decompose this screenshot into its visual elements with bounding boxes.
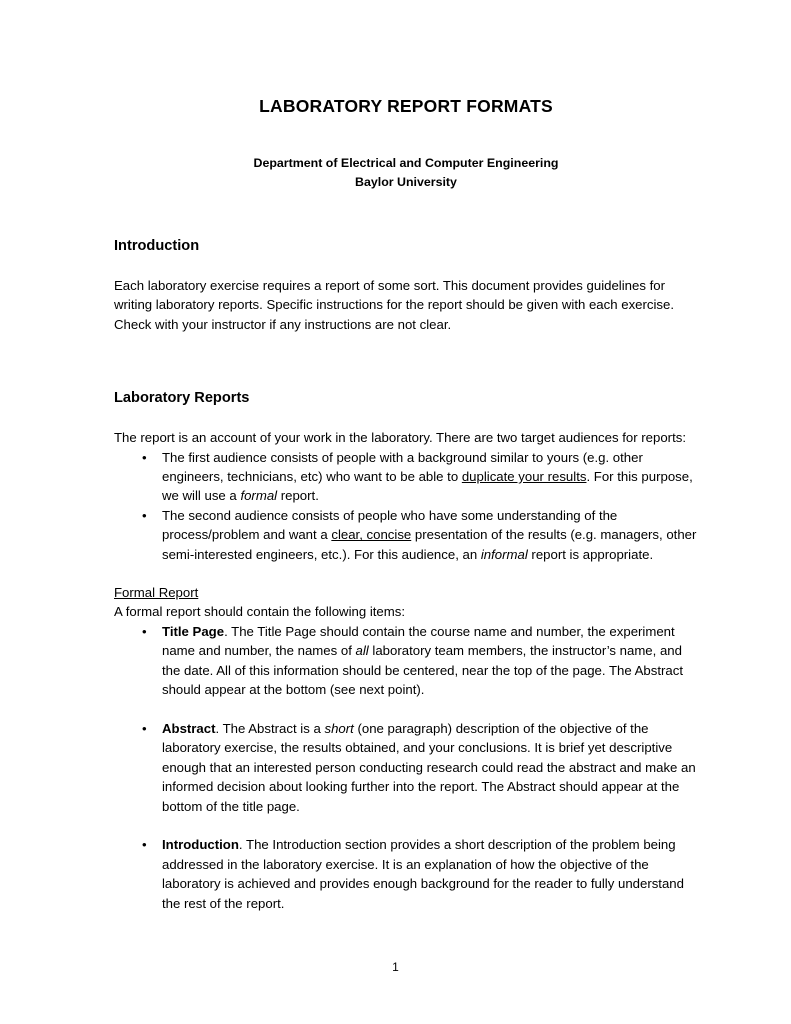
formal-item-text-part2: (one paragraph) description of the objective of the laboratory exercise, the results obtained, and your conclusions. It is brief yet descriptive enough that an interested person conducting research could read the abstract and make an informed decision about looking further into the report. The Abstract should appear at the bottom of the title page. — [162, 720, 696, 814]
audience-italic-word: formal — [240, 488, 278, 504]
document-content — [114, 0, 698, 913]
audience-text-part3: report. — [277, 488, 319, 504]
audience-list — [114, 448, 698, 564]
department-line: Department of Electrical and Computer Engineering — [253, 156, 559, 170]
list-item — [114, 719, 698, 816]
formal-item-term: Abstract — [162, 720, 216, 736]
page-number-footer: 1 — [392, 960, 399, 974]
formal-item-italic-word: all — [355, 643, 369, 659]
formal-report-item-list — [114, 622, 698, 913]
audience-text-part1: The second audience consists of people who have some understanding of the process/problem and want a — [162, 507, 618, 543]
audience-text-part1: The first audience consists of people with a background similar to yours (e.g. other engineers, technicians, etc) who want to be able to — [162, 449, 643, 485]
formal-item-text-part1: . The Abstract is a — [215, 720, 325, 736]
audience-underlined-phrase: clear, concise — [331, 527, 412, 543]
formal-report-lead-in: A formal report should contain the following items: — [114, 604, 406, 620]
formal-item-text-part1: . The Introduction section provides a short description of the problem being addressed in the laboratory exercise. It is an explanation of how the objective of the laboratory is achieved and provides enough background for the reader to fully understand the rest of the report. — [162, 837, 684, 911]
audience-text-part2: . For this purpose, we will use a — [162, 469, 693, 504]
section-heading-introduction: Introduction — [114, 238, 200, 254]
list-item — [114, 835, 698, 913]
page-title: LABORATORY REPORT FORMATS — [259, 96, 553, 116]
audience-text-part3: report is appropriate. — [527, 546, 654, 562]
formal-item-text-part2: laboratory team members, the instructor’s name, and the date. All of this information should be centered, near the top of the page. The Abstract should appear at the bottom (see next point). — [162, 643, 684, 698]
laboratory-reports-paragraph: The report is an account of your work in the laboratory. There are two target audiences for reports: — [114, 430, 686, 446]
formal-item-term: Title Page — [162, 623, 225, 639]
audience-italic-word: informal — [480, 546, 528, 562]
formal-item-italic-word: short — [324, 720, 354, 736]
university-line: Baylor University — [355, 175, 457, 189]
section-heading-laboratory-reports: Laboratory Reports — [114, 390, 250, 407]
audience-text-part2: presentation of the results (e.g. managers, other semi-interested engineers, etc.). For this audience, an — [162, 527, 697, 562]
formal-report-heading — [114, 564, 698, 602]
audience-underlined-phrase: duplicate your results — [461, 469, 587, 485]
formal-report-heading-label: Formal Report — [114, 585, 199, 601]
formal-item-text-part1: . The Title Page should contain the course name and number, the experiment name and number, the names of — [162, 623, 675, 659]
list-item — [114, 622, 698, 700]
list-item — [114, 506, 698, 564]
formal-item-term: Introduction — [162, 837, 239, 853]
list-item — [114, 448, 698, 506]
introduction-paragraph: Each laboratory exercise requires a report of some sort. This document provides guidelines for writing laboratory reports. Specific instructions for the report should be given with each exercise. Check with your instructor if any instructions are not clear. — [114, 278, 675, 332]
